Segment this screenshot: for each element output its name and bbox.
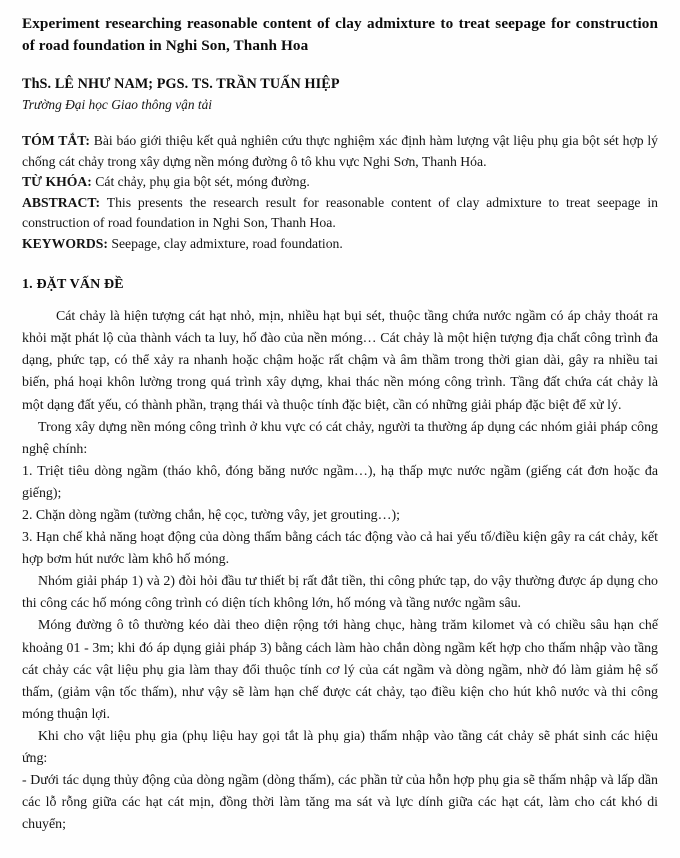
keywords-english-label: KEYWORDS: [22,235,108,251]
section-heading-1: 1. ĐẶT VẤN ĐỀ [22,276,124,292]
body-text [22,306,658,836]
author-names: ThS. LÊ NHƯ NAM; PGS. TS. TRẦN TUẤN HIỆP [22,76,340,92]
paragraph: Trong xây dựng nền móng công trình ở khu vực có cát chảy, người ta thường áp dụng các nhóm giải pháp công nghệ chính: [22,419,658,457]
author-affiliation: Trường Đại học Giao thông vận tải [22,97,213,112]
paragraph: Nhóm giải pháp 1) và 2) đòi hỏi đầu tư thiết bị rất đắt tiền, thi công phức tạp, do vậy thường được áp dụng cho thi công các hố móng công trình có diện tích không lớn, hố móng và tầng nước ngầm sâu. [22,574,658,612]
abstract-block [22,131,658,255]
paragraph: Khi cho vật liệu phụ gia (phụ liệu hay gọi tắt là phụ gia) thấm nhập vào tầng cát chảy sẽ phát sinh các hiệu ứng: [22,728,658,767]
abstract-vietnamese [22,131,658,172]
keywords-vietnamese-label: TỪ KHÓA: [22,174,92,190]
paragraph: Móng đường ô tô thường kéo dài theo diện rộng tới hàng chục, hàng trăm kilomet và có chiều sâu hạn chế khoảng 01 - 3m; khi đó áp dụng giải pháp 3) bằng cách làm hào chắn dòng ngầm kết hợp cho thấm nhập vào tầng cát chảy các vật liệu phụ gia làm thay đổi thuộc tính cơ lý của cát ngầm và dòng ngầm, nhờ đó làm giảm hệ số thấm, (giảm vận tốc thấm), như vậy sẽ làm hạn chế được cát chảy, tạo điều kiện cho hút khô nước và thi công móng thuận lợi. [22,618,658,722]
abstract-vietnamese-text: Bài báo giới thiệu kết quả nghiên cứu thực nghiệm xác định hàm lượng vật liệu phụ gia bột sét hợp lý chống cát chảy trong xây dựng nền móng đường ô tô khu vực Nghi Sơn, Thanh Hóa. [22,133,658,169]
abstract-vietnamese-label: TÓM TẮT: [22,133,90,148]
abstract-english-text: This presents the research result for reasonable content of clay admixture to treat seepage in construction of road foundation in Nghi Son, Thanh Hoa. [22,194,658,231]
paragraph: 1. Triệt tiêu dòng ngầm (tháo khô, đóng băng nước ngầm…), hạ thấp mực nước ngầm (giếng cát đơn hoặc đa giếng); [22,463,658,501]
abstract-english-label: ABSTRACT: [22,194,101,210]
page-title: Experiment researching reasonable content of clay admixture to treat seepage for construction of road foundation in Nghi Son, Thanh Hoa [22,15,658,54]
paragraph: 2. Chặn dòng ngầm (tường chắn, hệ cọc, tường vây, jet grouting…); [22,508,400,524]
abstract-english [22,193,658,234]
author-block [22,75,658,114]
paragraph: 3. Hạn chế khả năng hoạt động của dòng thấm bằng cách tác động vào cả hai yếu tố/điều kiện gây ra cát chảy, kết hợp bơm hút nước làm khô hố móng. [22,530,658,568]
keywords-vietnamese [22,172,658,193]
paragraph: - Dưới tác dụng thủy động của dòng ngầm (dòng thấm), các phần tử của hỗn hợp phụ gia sẽ thấm nhập và lấp dần các lỗ rỗng giữa các hạt cát mịn, đồng thời làm tăng ma sát và lực dính giữa các hạt cát, làm cho cát khó di chuyển; [22,773,658,833]
paragraph: Cát chảy là hiện tượng cát hạt nhỏ, mịn, nhiều hạt bụi sét, thuộc tầng chứa nước ngầm có áp chảy thoát ra khỏi mặt phát lộ của thành vách ta luy, hố đào của nền móng… Cát chảy là một hiện tượng địa chất công trình đa dạng, phức tạp, có thể xảy ra nhanh hoặc chậm hoặc rất chậm và âm thầm trong thời gian dài, gây ra nhiều tai biến, phá hoại khôn lường trong quá trình xây dựng, khai thác nền móng công trình. Tầng đất chứa cát chảy là một dạng đất yếu, có thành phần, trạng thái và thuộc tính đặc biệt, cần có những giải pháp đặc biệt để xử lý. [22,309,658,413]
keywords-english-text: Seepage, clay admixture, road foundation. [107,235,343,251]
keywords-english [22,234,658,255]
keywords-vietnamese-text: Cát chảy, phụ gia bột sét, móng đường. [91,174,310,190]
